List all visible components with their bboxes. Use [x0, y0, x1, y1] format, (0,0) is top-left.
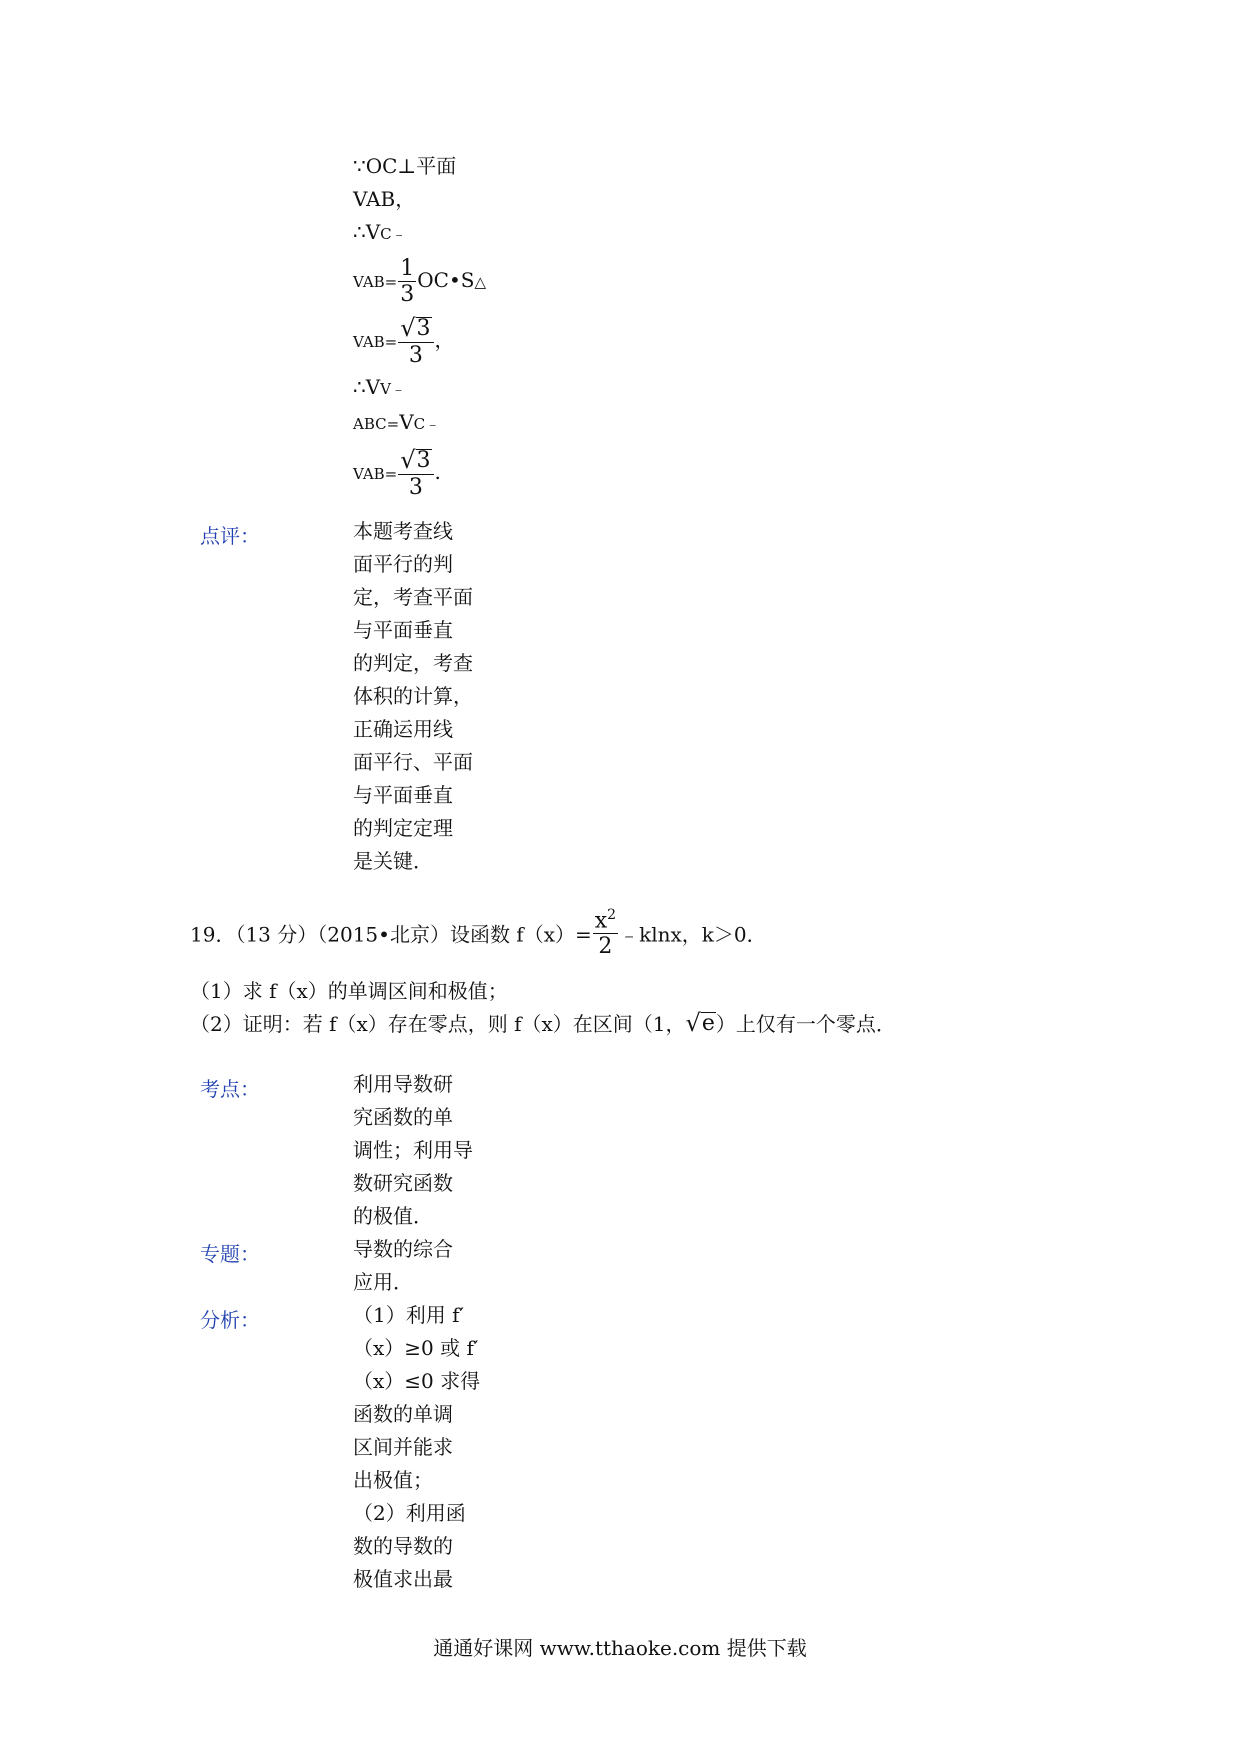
review-line: 与平面垂直: [353, 783, 453, 807]
fraction: √ 3 3: [398, 317, 433, 367]
fenxi-line: 极值求出最: [353, 1567, 453, 1591]
derivation-block: [353, 150, 493, 503]
kaodian-line: 利用导数研: [353, 1072, 453, 1096]
fenxi-line: 函数的单调: [353, 1402, 453, 1426]
derivation-line: ∴VV﹣: [353, 375, 407, 399]
question-19-heading: 19．（13 分）（2015•北京）设函数 f（x）= $\frac{x^2}{2}$ ﹣klnx，k＞0．: [190, 907, 767, 960]
zhuanti-line: 应用．: [353, 1270, 413, 1294]
zhuanti-label: 专题：: [200, 1242, 260, 1266]
review-line: 体积的计算，: [353, 684, 473, 708]
review-line: 的判定定理: [353, 816, 453, 840]
fraction: $\frac{x^2}{2}$: [594, 907, 617, 960]
sqrt-icon: √ 3: [400, 313, 431, 342]
zhuanti-text: [353, 1233, 493, 1299]
derivation-line: VAB= √ 3 3 .: [353, 445, 441, 500]
fenxi-line: （x）≥0 或 f′: [353, 1336, 479, 1360]
fenxi-line: 出极值；: [353, 1468, 433, 1492]
fenxi-line: （1）利用 f′: [353, 1303, 465, 1327]
kaodian-line: 究函数的单: [353, 1105, 453, 1129]
sqrt-icon: √ e: [685, 1009, 715, 1037]
fenxi-line: （x）≤0 求得: [353, 1369, 481, 1393]
review-line: 与平面垂直: [353, 618, 453, 642]
derivation-line: VAB= $\frac{1}{3}$ OC•S△: [353, 255, 486, 307]
fraction: √ 3 3: [398, 449, 433, 499]
review-line: 的判定，考查: [353, 651, 473, 675]
kaodian-line: 的极值．: [353, 1204, 433, 1228]
fenxi-line: 数的导数的: [353, 1534, 453, 1558]
fenxi-line: （2）利用函: [353, 1501, 466, 1525]
review-line: 是关键．: [353, 849, 433, 873]
kaodian-line: 调性；利用导: [353, 1138, 473, 1162]
review-text: [353, 515, 493, 878]
page-footer: 通通好课网 www.tthaoke.com 提供下载: [433, 1636, 807, 1660]
zhuanti-line: 导数的综合: [353, 1237, 453, 1261]
review-line: 本题考查线: [353, 519, 453, 543]
derivation-line: VAB，: [353, 187, 416, 211]
review-label: 点评：: [200, 524, 260, 548]
fenxi-text: [353, 1299, 493, 1596]
review-line: 正确运用线: [353, 717, 453, 741]
review-line: 面平行、平面: [353, 750, 473, 774]
sqrt-icon: √ 3: [400, 445, 431, 474]
derivation-line: VAB= √ 3 3 ，: [353, 313, 455, 368]
derivation-line: ABC=VC﹣: [353, 410, 441, 434]
fenxi-label: 分析：: [200, 1308, 260, 1332]
fenxi-line: 区间并能求: [353, 1435, 453, 1459]
kaodian-line: 数研究函数: [353, 1171, 453, 1195]
question-19-part1: （1）求 f（x）的单调区间和极值；: [190, 979, 508, 1003]
review-line: 定，考查平面: [353, 585, 473, 609]
derivation-line: ∵OC⊥平面: [353, 154, 457, 178]
question-19-part2: （2）证明：若 f（x）存在零点，则 f（x）在区间（1， √ e ）上仅有一个零点．: [190, 1009, 896, 1037]
fraction: $\frac{1}{3}$: [400, 255, 415, 307]
kaodian-label: 考点：: [200, 1077, 260, 1101]
review-line: 面平行的判: [353, 552, 453, 576]
kaodian-text: [353, 1068, 493, 1233]
derivation-line: ∴VC﹣: [353, 220, 407, 244]
